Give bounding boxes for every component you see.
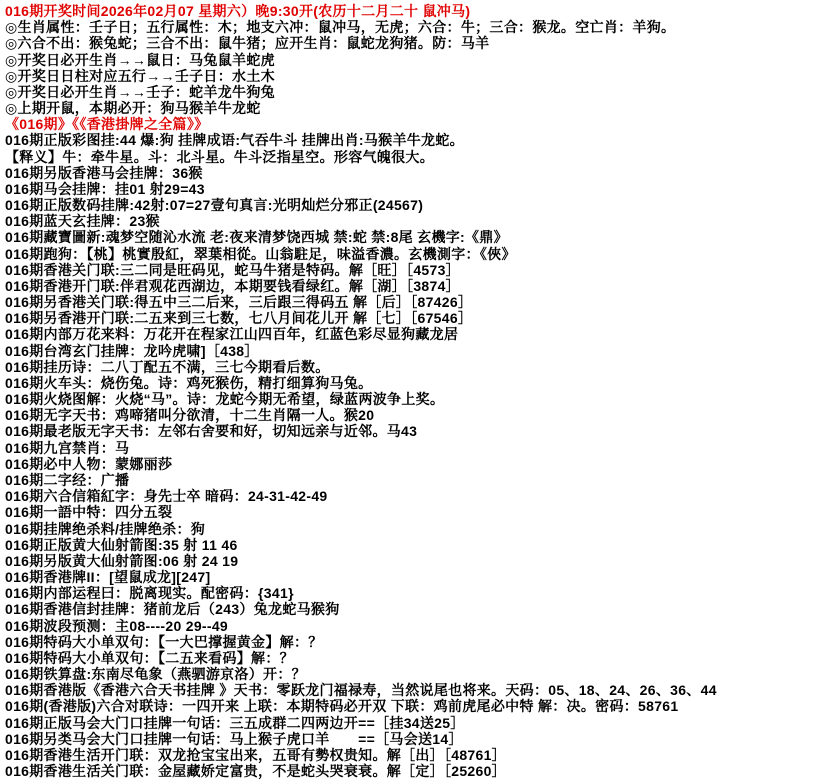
locomotive-line: 016期火车头：烧伤兔。诗：鸡死猴伤，精打细算狗马兔。 <box>5 374 373 391</box>
calendar-poem-line: 016期挂历诗：二八丁配五不满，三七今期看后数。 <box>5 358 330 375</box>
paogou-line: 016期跑狗：【桃】桃實殷紅，翠葉相從。山翁駐足，味溢香濃。玄機測字：《俠》 <box>5 245 516 262</box>
alt-hk-jockey-line: 016期另版香港马会挂牌：36猴 <box>5 164 203 181</box>
alt-hk-opening-couplet-line: 016期另香港开门联:二五来到三七数，七八月间花儿开 解［七］［67546］ <box>5 310 473 327</box>
two-word-classic-line: 016期二字经：广播 <box>5 471 130 488</box>
jockey-guapai-line: 016期马会挂牌：挂01 射29=43 <box>5 180 205 197</box>
must-hit-person-line: 016期必中人物：蒙娜丽莎 <box>5 455 173 472</box>
internal-fortune-line: 016期内部运程曰：脱离现实。配密码：{341} <box>5 585 294 602</box>
fire-chart-line: 016期火烧图解：火烧“马”。诗：龙蛇今期无希望，绿蓝两波争上奖。 <box>5 391 445 408</box>
draw-time-line: 016期开奖时间2026年02月07 星期六）晚9:30开(农历十二月二十 鼠冲马) <box>5 3 471 19</box>
mailbox-red-word-line: 016期六合信箱紅字：身先士卒 暗码：24-31-42-49 <box>5 488 328 505</box>
guapai-title-line: 《016期》《《香港掛牌之全篇》》 <box>5 116 209 133</box>
zodiac-attribute-line: ◎生肖属性：壬子日；五行属性：木；地支六冲：鼠冲马，无虎；六合：牛；三合：猴龙。空亡肖：羊狗。 <box>5 19 676 36</box>
oldest-wordless-book-line: 016期最老版无字天书：左邻右舍要和好，切知远亲与近邻。马43 <box>5 423 418 440</box>
must-open-zodiac-line: ◎开奖日必开生肖→→鼠日：马兔鼠羊蛇虎 <box>5 51 275 68</box>
bluesky-guapai-line: 016期蓝天玄挂牌：23猴 <box>5 213 160 230</box>
hk-life-opening-couplet-line: 016期香港生活开门联：双龙抢宝宝出来，五哥有勢权贵知。解［出］［48761］ <box>5 746 506 763</box>
hk-heaven-book-line: 016期香港版《香港六合天书挂牌 》天书：零跃龙门福禄寿，当然说尾也将来。天码：05、18、24、26、36、44 <box>5 682 717 699</box>
jiugong-forbidden-line: 016期九宫禁肖：马 <box>5 439 130 456</box>
liuhe-exclusion-line: ◎六合不出：猴兔蛇；三合不出：鼠牛猪；应开生肖：鼠蛇龙狗猪。防：马羊 <box>5 35 490 52</box>
wave-prediction-line: 016期波段预测：主08----20 29--49 <box>5 617 229 634</box>
internal-wanhua-line: 016期内部万花来料：万花开在程家江山四百年，红蓝色彩尽显狗藏龙居 <box>5 326 459 343</box>
color-chart-line: 016期正版彩图挂:44 爆:狗 挂牌成语:气吞牛斗 挂牌出肖:马猴羊牛龙蛇。 <box>5 132 464 149</box>
interpretation-line: 【释义】牛：牵牛星。斗：北斗星。牛斗泛指星空。形容气魄很大。 <box>5 148 434 165</box>
hk-card-ii-line: 016期香港牌II：[望鼠成龙][247] <box>5 569 211 586</box>
guapai-kill-line: 016期挂牌绝杀料/挂牌绝杀：狗 <box>5 520 206 537</box>
hk-opening-couplet-line: 016期香港开门联:伴君观花西湖边，本期要钱看绿红。解［湖］［3874］ <box>5 277 460 294</box>
liuhe-couplet-poem-line: 016期(香港版)六合对联诗：一四开来 上联：本期特码必开双 下联：鸡前虎尾必中特 解：决。密码：58761 <box>5 698 679 715</box>
special-size-oddeven-line1: 016期特码大小单双句：【一大巴撑握黄金】解：？ <box>5 633 323 650</box>
iron-abacus-line: 016期铁算盘:东南尽龟象（燕驷游京洛）开：？ <box>5 666 306 683</box>
alt-jockey-gate-guapai-line: 016期另类马会大门口挂牌一句话：马上猴子虎口羊 ==［马会送14］ <box>5 730 463 747</box>
hk-envelope-guapai-line: 016期香港信封挂牌：猪前龙后（243）兔龙蛇马猴狗 <box>5 601 340 618</box>
wongtaisin-arrow-line: 016期正版黄大仙射箭图:35 射 11 46 <box>5 536 238 553</box>
hk-closing-couplet-line: 016期香港关门联:三二同是旺码见，蛇马牛猪是特码。解［旺］［4573］ <box>5 261 460 278</box>
jockey-gate-guapai-line: 016期正版马会大门口挂牌一句话：三五成群二四两边开==［挂34送25］ <box>5 714 465 731</box>
treasure-map-line: 016期藏寶圖新:魂梦空随沁水流 老:夜来清梦饶西城 禁:蛇 禁:8尾 玄機字:《鼎》 <box>5 229 508 246</box>
digital-guapai-line: 016期正版数码挂牌:42射:07=27壹句真言:光明灿烂分邪正(24567) <box>5 197 424 214</box>
alt-hk-closing-couplet-line: 016期另香港关门联:得五中三二后来，三后跟三得码五 解［后］［87426］ <box>5 294 473 311</box>
one-phrase-special-line: 016期一語中特：四分五裂 <box>5 504 173 521</box>
wordless-book-line: 016期无字天书：鸡啼猪叫分欲清，十二生肖隔一人。猴20 <box>5 407 375 424</box>
info-lines <box>5 3 827 779</box>
last-period-line: ◎上期开鼠，本期必开：狗马猴羊牛龙蛇 <box>5 100 261 117</box>
hk-life-closing-couplet-line: 016期香港生活关门联：金屋藏娇定富贵，不是蛇头哭衰衰。解［定］［25260］ <box>5 763 506 780</box>
alt-wongtaisin-arrow-line: 016期另版黄大仙射箭图:06 射 24 19 <box>5 552 239 569</box>
must-open-zodiac-line2: ◎开奖日必开生肖→→壬子：蛇羊龙牛狗兔 <box>5 83 275 100</box>
taiwan-guapai-line: 016期台湾玄门挂牌：龙吟虎啸]［438］ <box>5 342 259 359</box>
five-elements-line: ◎开奖日日柱对应五行→→壬子日：水土木 <box>5 67 275 84</box>
special-size-oddeven-line2: 016期特码大小单双句：【二五来看码】解：？ <box>5 649 294 666</box>
